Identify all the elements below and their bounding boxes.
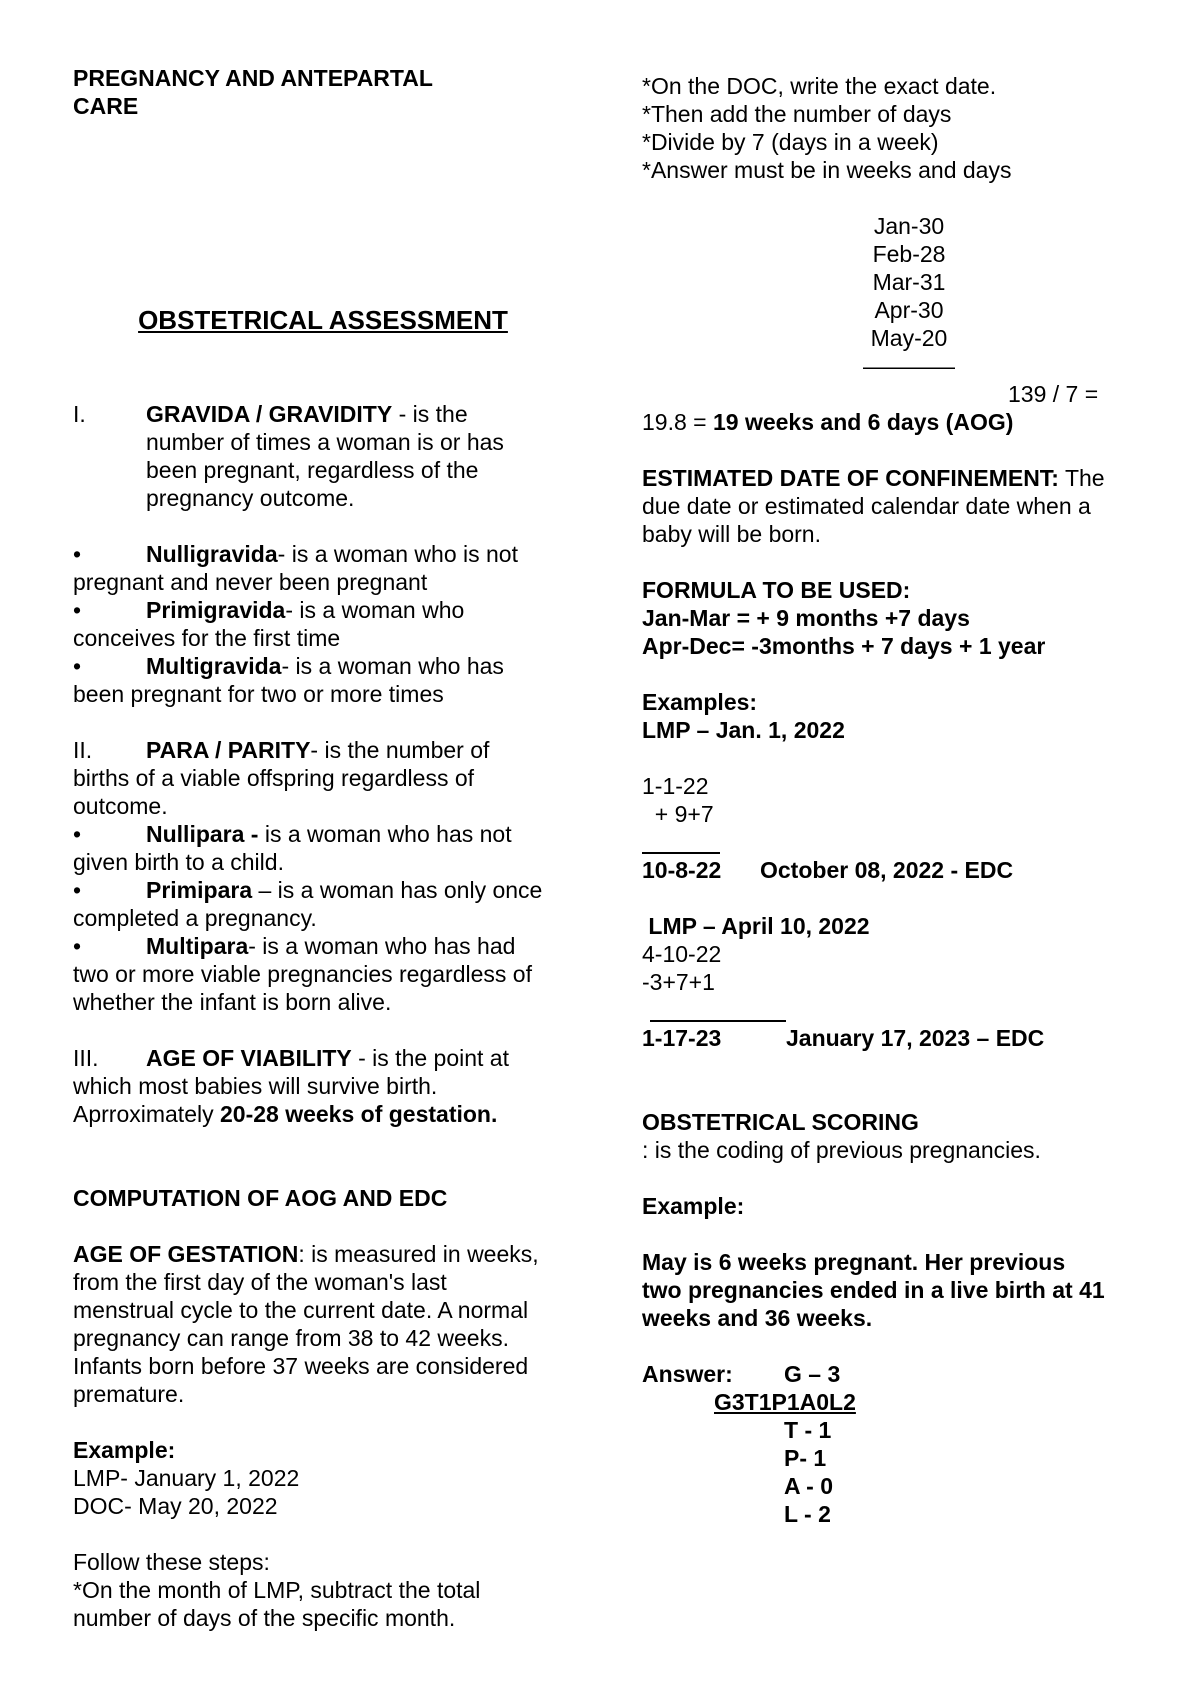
header-line-1: PREGNANCY AND ANTEPARTAL: [73, 65, 433, 91]
steps: Follow these steps: *On the month of LMP, subtract the total number of days of the specific month.: [73, 1549, 481, 1631]
edc-term: ESTIMATED DATE OF CONFINEMENT:: [642, 465, 1059, 491]
gravida-def-1: - is the: [392, 401, 468, 427]
ex1-result: 10-8-22 October 08, 2022 - EDC: [642, 857, 1014, 883]
scoring-example-label: Example:: [642, 1193, 745, 1219]
list-item: Jan-30: [873, 213, 945, 239]
aog-definition: AGE OF GESTATION: is measured in weeks, from the first day of the woman's last menstrual cycle to the current date. A normal pregnancy can range from 38 to 42 weeks. Infants born before 37 weeks are considered premature.: [73, 1241, 539, 1407]
header-line-2: CARE: [73, 93, 139, 119]
answer-p: P- 1: [784, 1445, 827, 1471]
para-definition: II. PARA / PARITY- is the number of births of a viable offspring regardless of outcome. • Nullipara - is a woman who has not given birth to a child. • Primipara – is a woman has only once completed a pregnancy. • Multipara- is a woman who has had two or more viable pregnancies regardless of whether the infant is born alive.: [73, 737, 543, 1015]
ex2-add: -3+7+1: [642, 969, 715, 995]
list-item: • Nullipara - is a woman who has not: [73, 821, 512, 847]
calc-rule: ————: [863, 353, 955, 379]
list-item: Mar-31: [872, 269, 946, 295]
gravida-list: • Nulligravida- is a woman who is not pregnant and never been pregnant • Primigravida- is a woman who conceives for the first time • Multigravida- is a woman who has been pregnant for two or more times: [73, 541, 518, 707]
formula-title: FORMULA TO BE USED:: [642, 577, 911, 603]
ex2-result: 1-17-23 January 17, 2023 – EDC: [642, 1025, 1045, 1051]
gravida-definition: [73, 400, 504, 512]
answer-label: Answer:: [642, 1361, 733, 1387]
calc-division: 139 / 7 =: [1008, 381, 1099, 407]
list-item: • Multipara- is a woman who has had: [73, 933, 516, 959]
term-primigravida: Primigravida: [146, 597, 286, 623]
gravida-def-3: been pregnant, regardless of the: [146, 457, 479, 483]
ex2-lmp: LMP – April 10, 2022: [642, 913, 870, 939]
ex1-rule: [642, 852, 720, 854]
ex1-lmp: LMP – Jan. 1, 2022: [642, 717, 845, 743]
list-item: Feb-28: [872, 241, 946, 267]
list-item: • Nulligravida- is a woman who is not: [73, 541, 518, 567]
example-doc: DOC- May 20, 2022: [73, 1493, 278, 1519]
ex2-date: 4-10-22: [642, 941, 722, 967]
list-item: • Primigravida- is a woman who: [73, 597, 465, 623]
steps-title: Follow these steps:: [73, 1549, 270, 1575]
list-item: May-20: [870, 325, 948, 351]
steps-continued: *On the DOC, write the exact date. *Then add the number of days *Divide by 7 (days in a week) *Answer must be in weeks and days: [642, 73, 1012, 183]
viability-number: III.: [73, 1045, 99, 1071]
answer-a: A - 0: [784, 1473, 833, 1499]
gravida-def-4: pregnancy outcome.: [146, 485, 355, 511]
calc-result: 19.8 = 19 weeks and 6 days (AOG): [642, 409, 1014, 435]
formula-jan-mar: Jan-Mar = + 9 months +7 days: [642, 605, 970, 631]
term-multigravida: Multigravida: [146, 653, 282, 679]
list-item: • Multigravida- is a woman who has: [73, 653, 504, 679]
answer-t: T - 1: [784, 1417, 832, 1443]
viability-definition: III. AGE OF VIABILITY - is the point at which most babies will survive birth. Aprroximately 20-28 weeks of gestation.: [73, 1045, 509, 1127]
scoring-def: : is the coding of previous pregnancies.: [642, 1137, 1041, 1163]
para-term: PARA / PARITY: [146, 737, 311, 763]
ex1-add: + 9+7: [642, 801, 714, 827]
list-item: • Primipara – is a woman has only once: [73, 877, 543, 903]
document-header: [73, 64, 433, 120]
example-label: Example:: [73, 1437, 176, 1463]
scoring-answer: [642, 1360, 856, 1528]
example-lmp: LMP- January 1, 2022: [73, 1465, 300, 1491]
ex2-rule: [650, 1020, 786, 1022]
aog-example: [73, 1436, 299, 1520]
edc-definition: ESTIMATED DATE OF CONFINEMENT: The due date or estimated calendar date when a baby will be born.: [642, 465, 1105, 547]
gravida-term: GRAVIDA / GRAVIDITY: [146, 401, 393, 427]
examples-label: Examples:: [642, 689, 758, 715]
ex1-date: 1-1-22: [642, 773, 709, 799]
scoring-scenario: May is 6 weeks pregnant. Her previous two pregnancies ended in a live birth at 41 weeks and 36 weeks.: [642, 1249, 1105, 1331]
term-nullipara: Nullipara -: [146, 821, 265, 847]
month-days-list: [786, 212, 1032, 380]
computation-title: COMPUTATION OF AOG AND EDC: [73, 1185, 448, 1211]
scoring-title: OBSTETRICAL SCORING: [642, 1109, 919, 1135]
formula: [642, 576, 1045, 660]
formula-apr-dec: Apr-Dec= -3months + 7 days + 1 year: [642, 633, 1046, 659]
viability-term: AGE OF VIABILITY: [146, 1045, 352, 1071]
list-item: Apr-30: [874, 297, 944, 323]
term-multipara: Multipara: [146, 933, 249, 959]
gravida-def-2: number of times a woman is or has: [146, 429, 504, 455]
aog-term: AGE OF GESTATION: [73, 1241, 299, 1267]
gravida-number: I.: [73, 401, 86, 427]
term-nulligravida: Nulligravida: [146, 541, 278, 567]
para-number: II.: [73, 737, 93, 763]
section-title: OBSTETRICAL ASSESSMENT: [138, 305, 508, 335]
term-primipara: Primipara: [146, 877, 253, 903]
answer-code: G3T1P1A0L2: [714, 1389, 856, 1415]
answer-l: L - 2: [784, 1501, 831, 1527]
answer-g: G – 3: [784, 1361, 841, 1387]
